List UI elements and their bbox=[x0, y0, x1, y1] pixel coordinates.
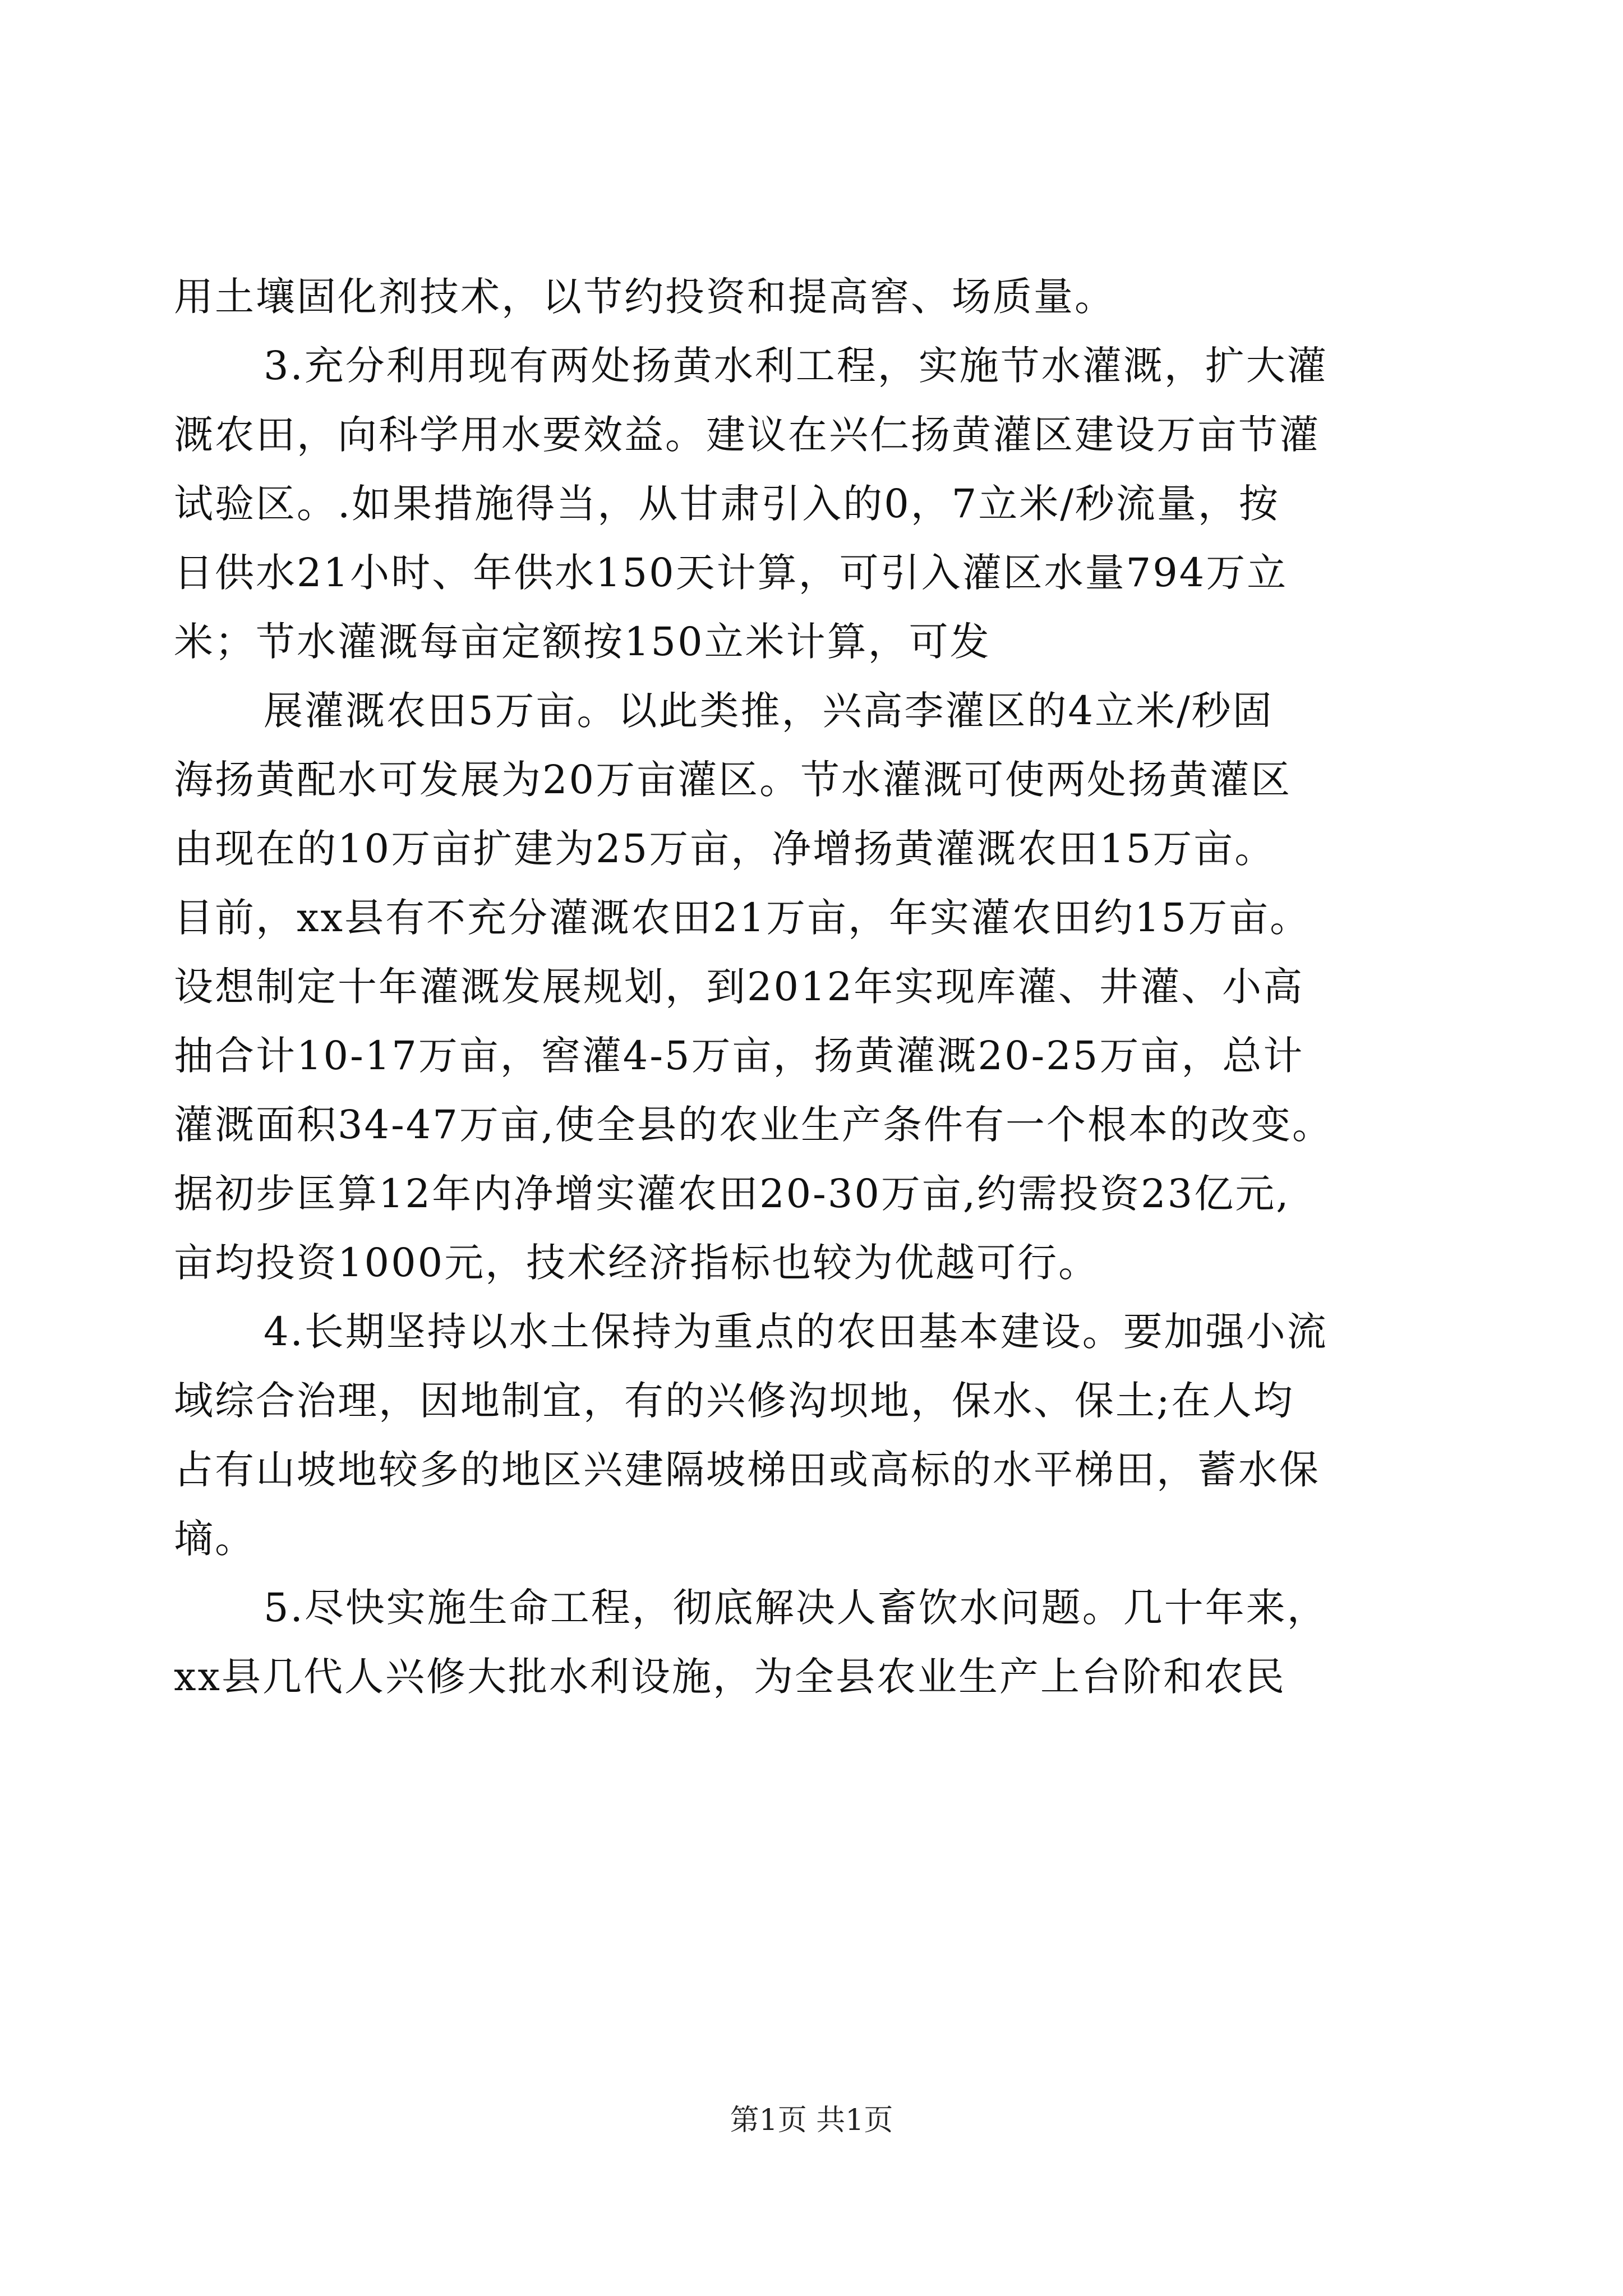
text-line: 溉农田，向科学用水要效益。建议在兴仁扬黄灌区建设万亩节灌 bbox=[174, 412, 1320, 458]
text-line: 海扬黄配水可发展为20万亩灌区。节水灌溉可使两处扬黄灌区 bbox=[174, 757, 1292, 803]
text-line: 亩均投资1000元，技术经济指标也较为优越可行。 bbox=[174, 1240, 1100, 1286]
body-text bbox=[174, 263, 1424, 1711]
text-line: 墒。 bbox=[174, 1516, 256, 1562]
text-line: 展灌溉农田5万亩。以此类推，兴高李灌区的4立米/秒固 bbox=[264, 688, 1274, 734]
text-line: 域综合治理，因地制宜，有的兴修沟坝地，保水、保土;在人均 bbox=[174, 1378, 1294, 1424]
text-line: 试验区。.如果措施得当，从甘肃引入的0，7立米/秒流量，按 bbox=[174, 481, 1280, 527]
text-line: xx县几代人兴修大批水利设施，为全县农业生产上台阶和农民 bbox=[174, 1654, 1286, 1700]
text-line: 5.尽快实施生命工程，彻底解决人畜饮水问题。几十年来， bbox=[264, 1585, 1328, 1631]
text-line: 占有山坡地较多的地区兴建隔坡梯田或高标的水平梯田，蓄水保 bbox=[174, 1447, 1320, 1493]
page-footer: 第1页 共1页 bbox=[730, 2104, 893, 2137]
text-line: 3.充分利用现有两处扬黄水利工程，实施节水灌溉，扩大灌 bbox=[264, 343, 1328, 389]
text-line: 由现在的10万亩扩建为25万亩，净增扬黄灌溉农田15万亩。 bbox=[174, 826, 1276, 872]
text-line: 日供水21小时、年供水150天计算，可引入灌区水量794万立 bbox=[174, 550, 1288, 596]
text-line: 灌溉面积34-47万亩,使全县的农业生产条件有一个根本的改变。 bbox=[174, 1102, 1334, 1148]
text-line: 用土壤固化剂技术，以节约投资和提高窖、场质量。 bbox=[174, 274, 1115, 320]
text-line: 据初步匡算12年内净增实灌农田20-30万亩,约需投资23亿元, bbox=[174, 1171, 1290, 1217]
text-line: 4.长期坚持以水土保持为重点的农田基本建设。要加强小流 bbox=[264, 1309, 1328, 1355]
text-line: 米；节水灌溉每亩定额按150立米计算，可发 bbox=[174, 619, 991, 665]
text-line: 抽合计10-17万亩，窖灌4-5万亩，扬黄灌溉20-25万亩，总计 bbox=[174, 1033, 1304, 1079]
text-line: 目前，xx县有不充分灌溉农田21万亩，年实灌农田约15万亩。 bbox=[174, 895, 1311, 941]
text-line: 设想制定十年灌溉发展规划，到2012年实现库灌、井灌、小高 bbox=[174, 964, 1304, 1010]
